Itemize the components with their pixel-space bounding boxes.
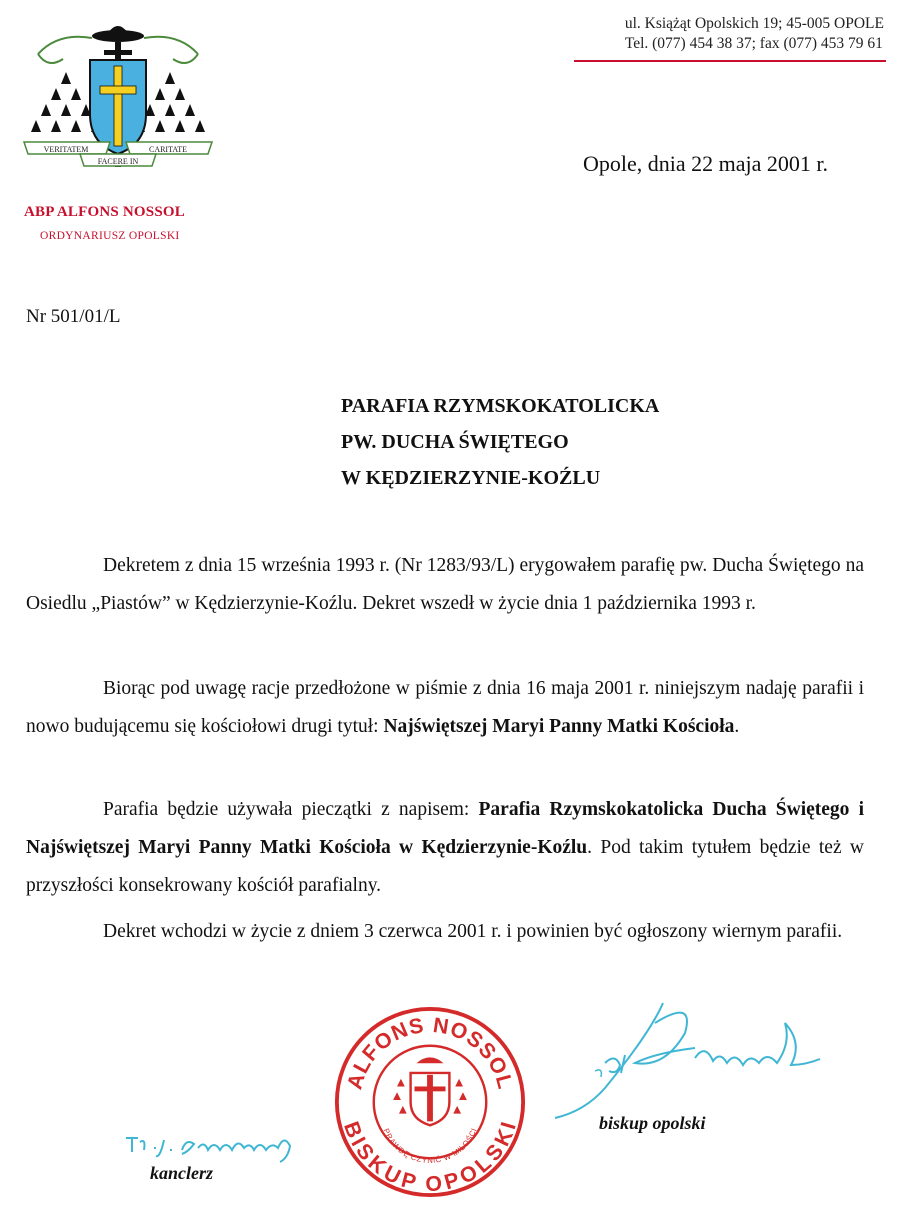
- bishop-signature: [545, 993, 845, 1123]
- motto-left: VERITATEM: [43, 145, 89, 154]
- paragraph-3-end: . Pod takim tytułem będzie też w przyszłości konsekrowany kościół parafialny.: [26, 837, 864, 896]
- recipient-line-2: PW. DUCHA ŚWIĘTEGO: [341, 431, 569, 453]
- header-divider: [574, 60, 886, 62]
- issuer-role: ORDYNARIUSZ OPOLSKI: [40, 230, 180, 242]
- recipient-line-3: W KĘDZIERZYNIE-KOŹLU: [341, 467, 601, 489]
- paragraph-3: [26, 791, 864, 905]
- motto-center: FACERE IN: [97, 157, 139, 166]
- address-block: [625, 14, 884, 54]
- recipient-line-1: PARAFIA RZYMSKOKATOLICKA: [341, 395, 660, 417]
- bishop-stamp: [333, 1005, 527, 1199]
- paragraph-2: [26, 670, 864, 746]
- stamp-bottom-text: BISKUP OPOLSKI: [339, 1118, 522, 1197]
- reference-number: Nr 501/01/L: [26, 306, 121, 327]
- recipient-block: [341, 388, 659, 496]
- stamp-top-text: ALFONS NOSSOL: [342, 1012, 518, 1093]
- paragraph-4: Dekret wchodzi w życie z dniem 3 czerwca 2001 r. i powinien być ogłoszony wiernym parafii.: [103, 921, 843, 942]
- bishop-title-label: biskup opolski: [599, 1113, 706, 1133]
- chancellor-signature: [120, 1128, 300, 1168]
- phone-line: Tel. (077) 454 38 37; fax (077) 453 79 61: [624, 35, 883, 52]
- paragraph-1: Dekretem z dnia 15 września 1993 r. (Nr 1283/93/L) erygowałem parafię pw. Ducha Świętego na Osiedlu „Piastów” w Kędzierzynie-Koźlu. Dekret wszedł w życie dnia 1 października 1993 r.: [26, 555, 864, 614]
- coat-of-arms-logo: [18, 14, 218, 184]
- paragraph-2-bold: Najświętszej Maryi Panny Matki Kościoła: [383, 716, 735, 737]
- paragraph-3-text: Parafia będzie używała pieczątki z napisem:: [103, 799, 479, 820]
- stamp-inner-text: PRAWDĘ CZYNIĆ W MIŁOŚCI: [381, 1127, 479, 1165]
- paragraph-2-text: Biorąc pod uwagę racje przedłożone w piśmie z dnia 16 maja 2001 r. niniejszym nadaję parafii i nowo budującemu się kościołowi drugi tytuł:: [26, 678, 864, 737]
- motto-right: CARITATE: [148, 145, 188, 154]
- letter-date: Opole, dnia 22 maja 2001 r.: [583, 151, 829, 176]
- issuer-name: ABP ALFONS NOSSOL: [24, 204, 185, 220]
- paragraph-2-end: .: [734, 716, 740, 737]
- address-line: ul. Książąt Opolskich 19; 45-005 OPOLE: [624, 15, 884, 32]
- paragraph-3-bold: Parafia Rzymskokatolicka Ducha Świętego i Najświętszej Maryi Panny Matki Kościoła w Kędzierzynie-Koźlu: [26, 799, 865, 858]
- chancellor-title-label: kanclerz: [150, 1163, 213, 1183]
